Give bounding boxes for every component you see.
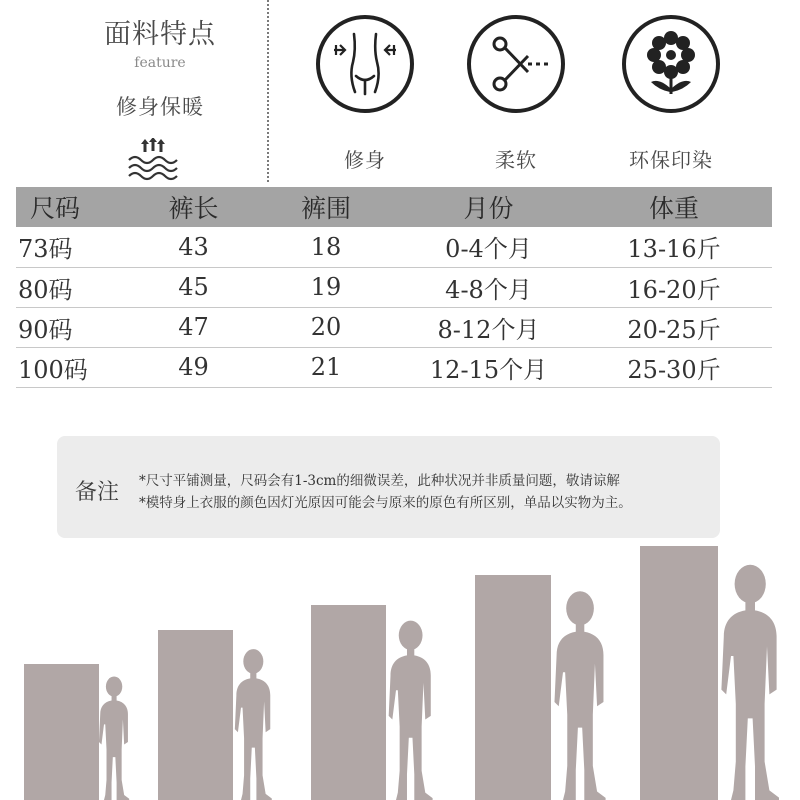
cell-age-months: 12-15个月 (401, 347, 576, 387)
feature-subtitle: feature (134, 55, 186, 71)
cell-size: 100码 (16, 347, 136, 387)
cell-size: 73码 (16, 227, 136, 267)
person-silhouette-3 (389, 621, 433, 800)
cell-pants-waist: 19 (251, 267, 401, 307)
cell-pants-length: 45 (136, 267, 251, 307)
person-silhouette-1 (99, 677, 129, 800)
feature-title: 面料特点 (104, 19, 216, 50)
height-bar-2 (158, 630, 233, 800)
note-line: *模特身上衣服的颜色因灯光原因可能会与原来的原色有所区别，单品以实物为主。 (139, 495, 632, 511)
header-pants-waist: 裤围 (251, 187, 401, 227)
cell-pants-length: 43 (136, 227, 251, 267)
person-silhouette-2 (235, 649, 272, 800)
feature-benefit: 修身保暖 (116, 95, 204, 119)
table-row (16, 307, 772, 347)
cell-pants-waist: 20 (251, 307, 401, 347)
warmth-icon (127, 138, 179, 182)
cell-pants-waist: 21 (251, 347, 401, 387)
scissors-icon (466, 14, 566, 114)
notes-heading: 备注 (75, 480, 120, 505)
cell-age-months: 8-12个月 (401, 307, 576, 347)
feature-item-eco (616, 14, 726, 173)
vertical-divider (267, 0, 269, 182)
cell-pants-length: 49 (136, 347, 251, 387)
cell-weight: 25-30斤 (576, 347, 772, 387)
height-bar-4 (475, 575, 551, 800)
cell-pants-length: 47 (136, 307, 251, 347)
cell-age-months: 4-8个月 (401, 267, 576, 307)
height-bar-5 (640, 546, 718, 800)
cell-weight: 16-20斤 (576, 267, 772, 307)
feature-item-slim (310, 14, 420, 173)
table-row (16, 227, 772, 267)
header-pants-length: 裤长 (136, 187, 251, 227)
person-silhouette-4 (554, 591, 605, 800)
notes-box (57, 436, 720, 538)
header-weight: 体重 (576, 187, 772, 227)
header-size: 尺码 (16, 187, 136, 227)
cell-age-months: 0-4个月 (401, 227, 576, 267)
cell-weight: 20-25斤 (576, 307, 772, 347)
cell-size: 90码 (16, 307, 136, 347)
feature-label-slim: 修身 (344, 148, 386, 172)
note-line: *尺寸平铺测量，尺码会有1-3cm的细微误差，此种状况并非质量问题，敬请谅解 (139, 473, 620, 489)
feature-item-soft (461, 14, 571, 173)
person-silhouette-5 (721, 565, 779, 800)
notes-list (139, 470, 632, 514)
cell-weight: 13-16斤 (576, 227, 772, 267)
header-age-months: 月份 (401, 187, 576, 227)
feature-label-eco: 环保印染 (629, 148, 713, 172)
height-comparison-illustration (0, 540, 800, 800)
size-table (16, 187, 772, 388)
body-shape-icon (315, 14, 415, 114)
cell-size: 80码 (16, 267, 136, 307)
height-bar-3 (311, 605, 386, 800)
cell-pants-waist: 18 (251, 227, 401, 267)
feature-panel (60, 10, 260, 121)
table-row (16, 267, 772, 307)
height-bar-1 (24, 664, 99, 800)
table-row (16, 347, 772, 387)
flower-icon (621, 14, 721, 114)
feature-label-soft: 柔软 (495, 148, 537, 172)
table-header-row (16, 187, 772, 227)
